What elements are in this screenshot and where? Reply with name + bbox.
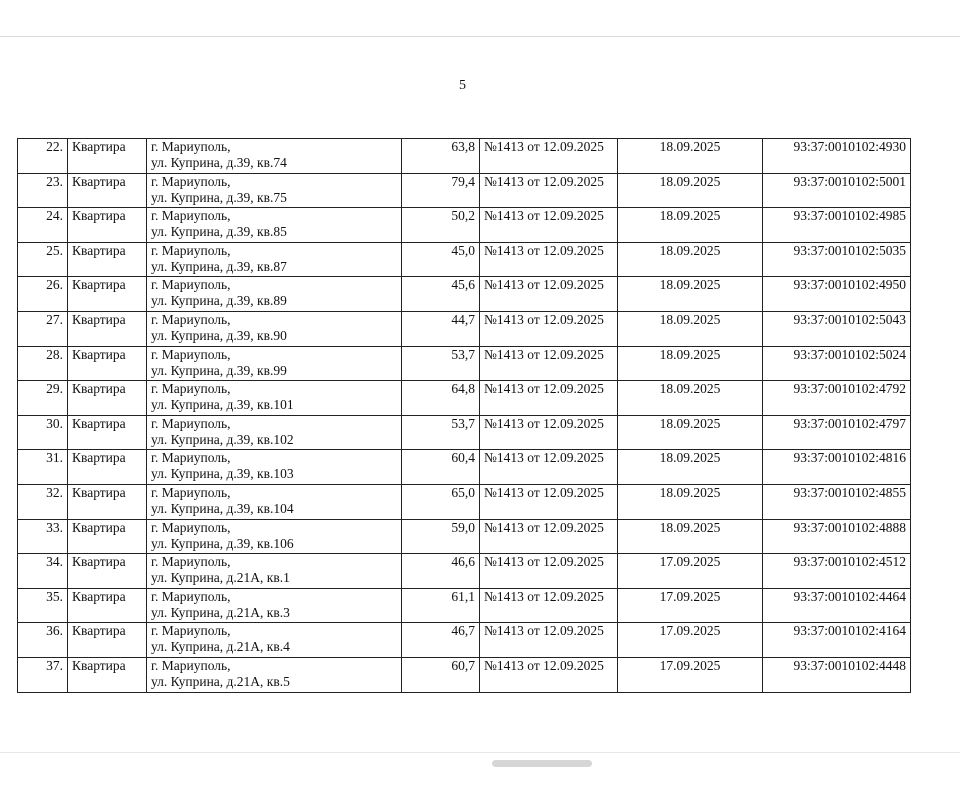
property-type: Квартира — [68, 311, 147, 346]
address-city: г. Мариуполь, — [151, 311, 231, 327]
cadastral-number: 93:37:0010102:4888 — [763, 519, 911, 554]
table-row — [18, 623, 911, 658]
table-row — [18, 311, 911, 346]
address-city: г. Мариуполь, — [151, 484, 231, 500]
address-street: ул. Куприна, д.39, кв.87 — [151, 258, 287, 274]
cadastral-number: 93:37:0010102:4950 — [763, 277, 911, 312]
property-area: 50,2 — [402, 208, 480, 243]
decision-document: №1413 от 12.09.2025 — [480, 139, 618, 174]
registration-date: 17.09.2025 — [618, 554, 763, 589]
table-row — [18, 242, 911, 277]
row-number: 36. — [18, 623, 68, 658]
table-row — [18, 277, 911, 312]
row-number: 24. — [18, 208, 68, 243]
property-type: Квартира — [68, 381, 147, 416]
property-area: 64,8 — [402, 381, 480, 416]
address-city: г. Мариуполь, — [151, 415, 231, 431]
registration-date: 18.09.2025 — [618, 484, 763, 519]
property-type: Квартира — [68, 554, 147, 589]
registration-date: 18.09.2025 — [618, 415, 763, 450]
row-number: 27. — [18, 311, 68, 346]
table-row — [18, 657, 911, 692]
property-address — [147, 588, 402, 623]
row-number: 31. — [18, 450, 68, 485]
property-area: 45,0 — [402, 242, 480, 277]
address-city: г. Мариуполь, — [151, 519, 231, 535]
address-city: г. Мариуполь, — [151, 381, 231, 397]
table-row — [18, 346, 911, 381]
address-street: ул. Куприна, д.39, кв.90 — [151, 327, 287, 343]
address-street: ул. Куприна, д.39, кв.85 — [151, 224, 287, 240]
cadastral-number: 93:37:0010102:4797 — [763, 415, 911, 450]
property-area: 53,7 — [402, 346, 480, 381]
address-street: ул. Куприна, д.39, кв.89 — [151, 293, 287, 309]
table-row — [18, 381, 911, 416]
decision-document: №1413 от 12.09.2025 — [480, 657, 618, 692]
row-number: 25. — [18, 242, 68, 277]
property-type: Квартира — [68, 657, 147, 692]
address-city: г. Мариуполь, — [151, 346, 231, 362]
address-city: г. Мариуполь, — [151, 173, 231, 189]
decision-document: №1413 от 12.09.2025 — [480, 415, 618, 450]
property-type: Квартира — [68, 484, 147, 519]
decision-document: №1413 от 12.09.2025 — [480, 381, 618, 416]
property-address — [147, 484, 402, 519]
decision-document: №1413 от 12.09.2025 — [480, 346, 618, 381]
address-street: ул. Куприна, д.21А, кв.4 — [151, 639, 290, 655]
property-area: 79,4 — [402, 173, 480, 208]
cadastral-number: 93:37:0010102:5001 — [763, 173, 911, 208]
property-type: Квартира — [68, 519, 147, 554]
row-number: 29. — [18, 381, 68, 416]
cadastral-number: 93:37:0010102:5024 — [763, 346, 911, 381]
property-area: 46,7 — [402, 623, 480, 658]
address-street: ул. Куприна, д.39, кв.103 — [151, 466, 294, 482]
registration-date: 17.09.2025 — [618, 623, 763, 658]
decision-document: №1413 от 12.09.2025 — [480, 554, 618, 589]
row-number: 23. — [18, 173, 68, 208]
decision-document: №1413 от 12.09.2025 — [480, 519, 618, 554]
property-address — [147, 208, 402, 243]
property-address — [147, 519, 402, 554]
property-address — [147, 242, 402, 277]
table-row — [18, 484, 911, 519]
cadastral-number: 93:37:0010102:5035 — [763, 242, 911, 277]
property-address — [147, 450, 402, 485]
registration-date: 18.09.2025 — [618, 519, 763, 554]
property-address — [147, 657, 402, 692]
decision-document: №1413 от 12.09.2025 — [480, 450, 618, 485]
decision-document: №1413 от 12.09.2025 — [480, 588, 618, 623]
cadastral-number: 93:37:0010102:5043 — [763, 311, 911, 346]
page-number: 5 — [459, 78, 466, 93]
property-area: 63,8 — [402, 139, 480, 174]
row-number: 28. — [18, 346, 68, 381]
table-row — [18, 415, 911, 450]
registration-date: 18.09.2025 — [618, 346, 763, 381]
property-address — [147, 346, 402, 381]
registration-date: 17.09.2025 — [618, 657, 763, 692]
property-area: 61,1 — [402, 588, 480, 623]
decision-document: №1413 от 12.09.2025 — [480, 623, 618, 658]
decision-document: №1413 от 12.09.2025 — [480, 242, 618, 277]
property-address — [147, 311, 402, 346]
address-city: г. Мариуполь, — [151, 554, 231, 570]
table-row — [18, 208, 911, 243]
row-number: 26. — [18, 277, 68, 312]
property-type: Квартира — [68, 450, 147, 485]
property-area: 60,4 — [402, 450, 480, 485]
property-area: 65,0 — [402, 484, 480, 519]
row-number: 33. — [18, 519, 68, 554]
registration-date: 18.09.2025 — [618, 277, 763, 312]
decision-document: №1413 от 12.09.2025 — [480, 277, 618, 312]
cadastral-number: 93:37:0010102:4816 — [763, 450, 911, 485]
property-area: 45,6 — [402, 277, 480, 312]
top-edge-divider — [0, 36, 960, 37]
decision-document: №1413 от 12.09.2025 — [480, 311, 618, 346]
property-area: 53,7 — [402, 415, 480, 450]
cadastral-number: 93:37:0010102:4855 — [763, 484, 911, 519]
address-city: г. Мариуполь, — [151, 588, 231, 604]
table-row — [18, 450, 911, 485]
address-street: ул. Куприна, д.39, кв.104 — [151, 500, 294, 516]
property-type: Квартира — [68, 588, 147, 623]
address-street: ул. Куприна, д.21А, кв.3 — [151, 604, 290, 620]
address-city: г. Мариуполь, — [151, 657, 231, 673]
table-body — [18, 139, 911, 693]
property-address — [147, 139, 402, 174]
address-street: ул. Куприна, д.39, кв.106 — [151, 535, 294, 551]
property-type: Квартира — [68, 415, 147, 450]
table-row — [18, 173, 911, 208]
row-number: 35. — [18, 588, 68, 623]
cadastral-number: 93:37:0010102:4164 — [763, 623, 911, 658]
table-row — [18, 588, 911, 623]
property-address — [147, 381, 402, 416]
property-area: 46,6 — [402, 554, 480, 589]
cadastral-number: 93:37:0010102:4792 — [763, 381, 911, 416]
property-area: 60,7 — [402, 657, 480, 692]
row-number: 32. — [18, 484, 68, 519]
property-type: Квартира — [68, 277, 147, 312]
property-type: Квартира — [68, 173, 147, 208]
table-row — [18, 139, 911, 174]
cadastral-number: 93:37:0010102:4985 — [763, 208, 911, 243]
registration-date: 18.09.2025 — [618, 173, 763, 208]
page-scroll-indicator[interactable] — [492, 760, 592, 767]
property-address — [147, 554, 402, 589]
property-address — [147, 623, 402, 658]
address-street: ул. Куприна, д.39, кв.75 — [151, 189, 287, 205]
property-type: Квартира — [68, 242, 147, 277]
address-city: г. Мариуполь, — [151, 450, 231, 466]
property-area: 44,7 — [402, 311, 480, 346]
decision-document: №1413 от 12.09.2025 — [480, 484, 618, 519]
cadastral-number: 93:37:0010102:4512 — [763, 554, 911, 589]
address-street: ул. Куприна, д.39, кв.74 — [151, 155, 287, 170]
address-street: ул. Куприна, д.21А, кв.5 — [151, 673, 290, 689]
property-type: Квартира — [68, 346, 147, 381]
row-number: 37. — [18, 657, 68, 692]
table-row — [18, 519, 911, 554]
registration-date: 18.09.2025 — [618, 242, 763, 277]
cadastral-number: 93:37:0010102:4464 — [763, 588, 911, 623]
property-type: Квартира — [68, 208, 147, 243]
decision-document: №1413 от 12.09.2025 — [480, 208, 618, 243]
registration-date: 17.09.2025 — [618, 588, 763, 623]
property-registry-table — [17, 138, 911, 693]
address-city: г. Мариуполь, — [151, 623, 231, 639]
address-street: ул. Куприна, д.39, кв.99 — [151, 362, 287, 378]
address-city: г. Мариуполь, — [151, 277, 231, 293]
registration-date: 18.09.2025 — [618, 450, 763, 485]
bottom-edge-divider — [0, 752, 960, 753]
address-street: ул. Куприна, д.39, кв.101 — [151, 397, 294, 413]
property-address — [147, 277, 402, 312]
property-address — [147, 173, 402, 208]
table-row — [18, 554, 911, 589]
row-number: 30. — [18, 415, 68, 450]
property-area: 59,0 — [402, 519, 480, 554]
property-address — [147, 415, 402, 450]
cadastral-number: 93:37:0010102:4448 — [763, 657, 911, 692]
address-city: г. Мариуполь, — [151, 242, 231, 258]
address-city: г. Мариуполь, — [151, 208, 231, 224]
address-street: ул. Куприна, д.39, кв.102 — [151, 431, 294, 447]
property-type: Квартира — [68, 139, 147, 174]
registration-date: 18.09.2025 — [618, 139, 763, 174]
cadastral-number: 93:37:0010102:4930 — [763, 139, 911, 174]
row-number: 22. — [18, 139, 68, 174]
address-street: ул. Куприна, д.21А, кв.1 — [151, 570, 290, 586]
address-city: г. Мариуполь, — [151, 139, 231, 154]
decision-document: №1413 от 12.09.2025 — [480, 173, 618, 208]
row-number: 34. — [18, 554, 68, 589]
registration-date: 18.09.2025 — [618, 381, 763, 416]
registration-date: 18.09.2025 — [618, 208, 763, 243]
registration-date: 18.09.2025 — [618, 311, 763, 346]
property-type: Квартира — [68, 623, 147, 658]
